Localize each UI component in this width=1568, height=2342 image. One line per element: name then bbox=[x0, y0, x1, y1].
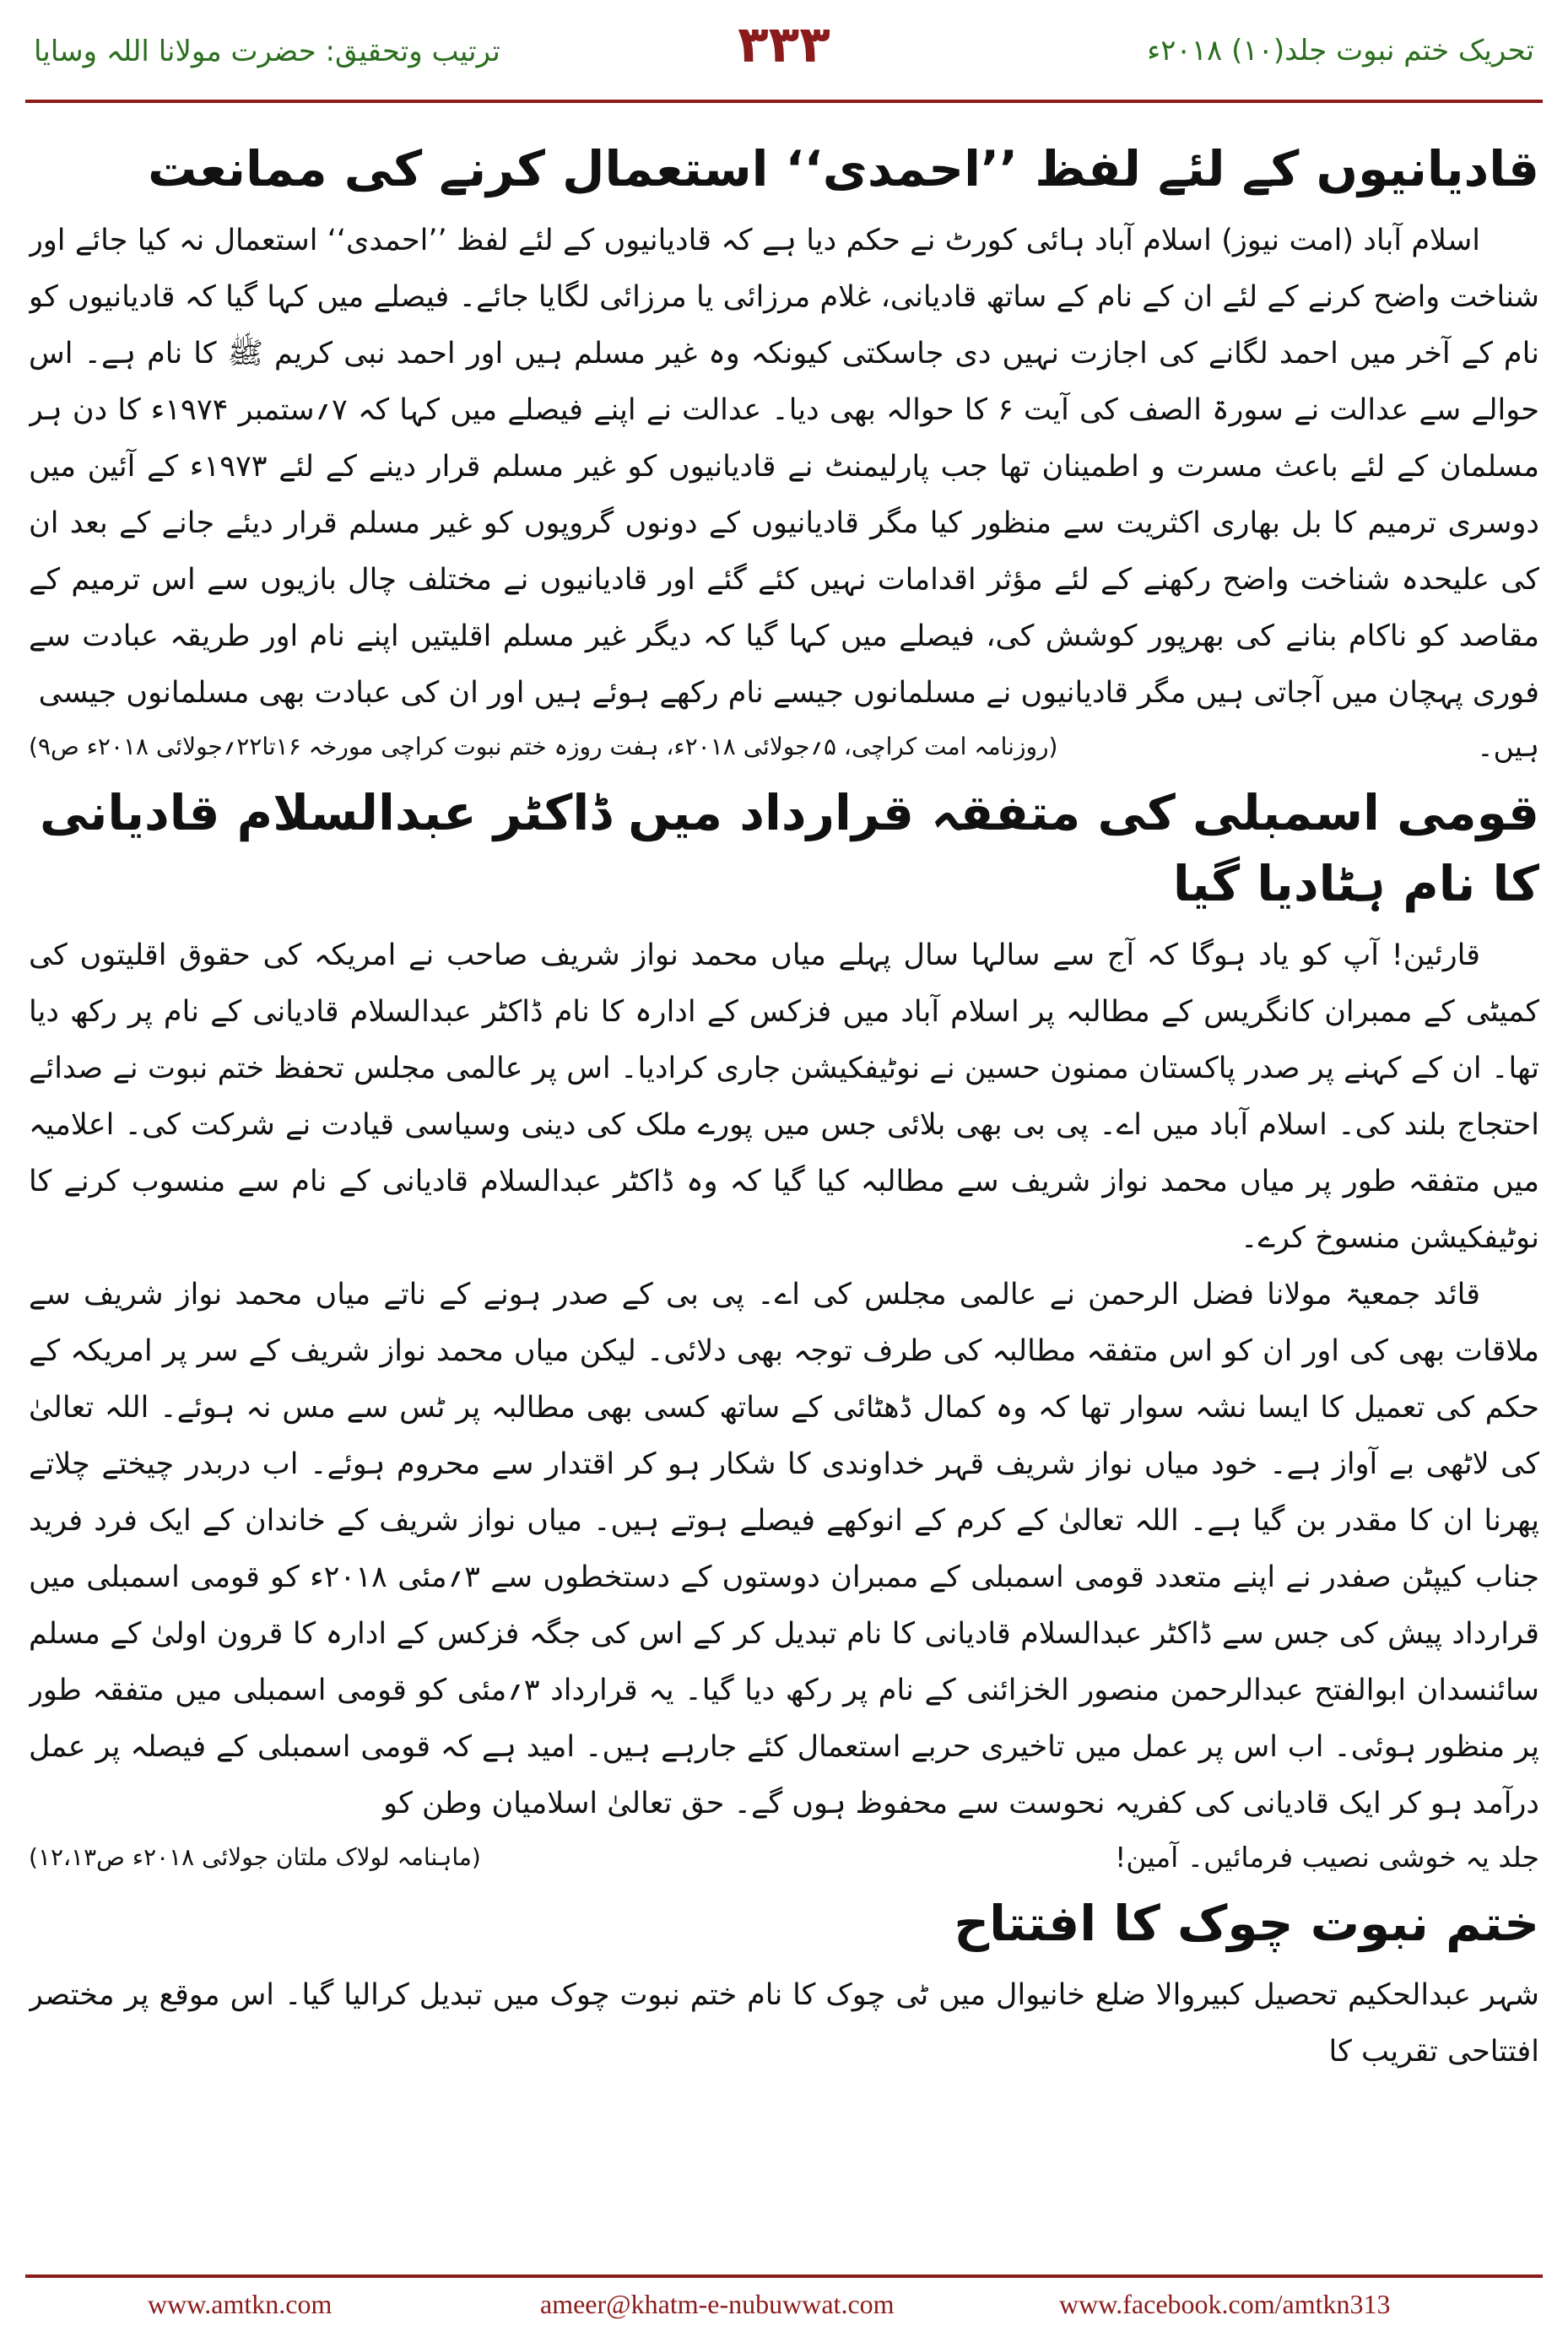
closing-text: جلد یہ خوشی نصیب فرمائیں۔ آمین! bbox=[1115, 1841, 1539, 1874]
section-ahmadi-prohibition bbox=[29, 133, 1539, 772]
website-link[interactable]: www.amtkn.com bbox=[148, 2289, 333, 2319]
page-number: ۳۳۳ bbox=[738, 15, 830, 74]
source-reference: (ماہنامہ لولاک ملتان جولائی ۲۰۱۸ء ص۱۲،۱۳) bbox=[29, 1843, 481, 1871]
section-heading: قادیانیوں کے لئے لفظ ’’احمدی‘‘ استعمال کرنے کی ممانعت bbox=[148, 140, 1539, 197]
page-header bbox=[0, 0, 1568, 110]
email-link[interactable]: ameer@khatm-e-nubuwwat.com bbox=[540, 2289, 895, 2319]
source-reference: (روزنامہ امت کراچی، ۵؍جولائی ۲۰۱۸ء، ہفت روزہ ختم نبوت کراچی مورخہ ۱۶تا۲۲؍جولائی ۲۰۱۸ء ص۹) bbox=[29, 733, 1058, 760]
footer-divider bbox=[25, 2274, 1543, 2278]
page-footer bbox=[0, 2289, 1568, 2331]
closing-line bbox=[29, 722, 1539, 772]
section-assembly-resolution bbox=[29, 777, 1539, 1883]
facebook-link[interactable]: www.facebook.com/amtkn313 bbox=[1059, 2289, 1391, 2319]
closing-text: ہیں۔ bbox=[1477, 730, 1539, 763]
section-heading: ختم نبوت چوک کا افتتاح bbox=[954, 1895, 1539, 1952]
section-paragraph: اسلام آباد (امت نیوز) اسلام آباد ہائی کورٹ نے حکم دیا ہے کہ قادیانیوں کے لئے لفظ ’’احمدی‘‘ استعمال نہ کیا جائے اور شناخت واضح کرنے کے لئے ان کے نام کے ساتھ قادیانی، غلام مرزائی یا مرزائی لگایا جائے۔ فیصلے میں کہا گیا کہ قادیانیوں کو نام کے آخر میں احمد لگانے کی اجازت نہیں دی جاسکتی کیونکہ وہ غیر مسلم ہیں اور احمد نبی کریم ﷺ کا نام ہے۔ اس حوالے سے عدالت نے سورۃ الصف کی آیت ۶ کا حوالہ بھی دیا۔ عدالت نے اپنے فیصلے میں کہا کہ ۷؍ستمبر ۱۹۷۴ء کا دن ہر مسلمان کے لئے باعث مسرت و اطمینان تھا جب پارلیمنٹ نے قادیانیوں کو غیر مسلم قرار دینے کے لئے ۱۹۷۳ء کے آئین میں دوسری ترمیم کا بل بھاری اکثریت سے منظور کیا مگر قادیانیوں کے دونوں گروپوں کو غیر مسلم قرار دیئے جانے کے بعد ان کی علیحدہ شناخت واضح رکھنے کے لئے مؤثر اقدامات نہیں کئے گئے اور قادیانیوں نے مختلف چال بازیوں سے اس ترمیم کے مقاصد کو ناکام بنانے کی بھرپور کوشش کی، فیصلے میں کہا گیا کہ دیگر غیر مسلم اقلیتیں اپنے نام اور طریقہ عبادت سے فوری پہچان میں آجاتی ہیں مگر قادیانیوں نے مسلمانوں جیسے نام رکھے ہوئے ہیں اور ان کی عبادت بھی مسلمانوں جیسی bbox=[29, 224, 1539, 710]
compiler-credit: ترتیب وتحقیق: حضرت مولانا اللہ وسایا bbox=[34, 35, 500, 68]
article-content bbox=[29, 133, 1539, 2226]
header-divider bbox=[25, 100, 1543, 103]
closing-line bbox=[29, 1832, 1539, 1883]
series-title: تحریک ختم نبوت جلد(۱۰) ۲۰۱۸ء bbox=[1147, 34, 1534, 68]
section-paragraph: قارئین! آپ کو یاد ہوگا کہ آج سے سالہا سال پہلے میاں محمد نواز شریف صاحب نے امریکہ کی حقوق اقلیتوں کی کمیٹی کے ممبران کانگریس کے مطالبہ پر اسلام آباد میں فزکس کے ادارہ کا نام ڈاکٹر عبدالسلام قادیانی کے نام پر رکھ دیا تھا۔ ان کے کہنے پر صدر پاکستان ممنون حسین نے نوٹیفکیشن جاری کرادیا۔ اس پر عالمی مجلس تحفظ ختم نبوت نے صدائے احتجاج بلند کی۔ اسلام آباد میں اے۔ پی بی بھی بلائی جس میں پورے ملک کی دینی وسیاسی قیادت نے شرکت کی۔ اعلامیہ میں متفقہ طور پر میاں محمد نواز شریف سے مطالبہ کیا گیا کہ وہ ڈاکٹر عبدالسلام قادیانی کے نام سے منسوب کرنے کا نوٹیفکیشن منسوخ کرے۔ bbox=[29, 938, 1539, 1255]
section-chowk-inauguration bbox=[29, 1888, 1539, 2080]
section-heading: قومی اسمبلی کی متفقہ قرارداد میں ڈاکٹر عبدالسلام قادیانی کا نام ہٹادیا گیا bbox=[39, 784, 1539, 912]
section-paragraph: شہر عبدالحکیم تحصیل کبیروالا ضلع خانیوال میں ٹی چوک کا نام ختم نبوت چوک میں تبدیل کرالیا گیا۔ اس موقع پر مختصر افتتاحی تقریب کا bbox=[29, 1978, 1539, 2069]
section-paragraph: قائد جمعیۃ مولانا فضل الرحمن نے عالمی مجلس کی اے۔ پی بی کے صدر ہونے کے ناتے میاں محمد نواز شریف سے ملاقات بھی کی اور ان کو اس متفقہ مطالبہ کی طرف توجہ بھی دلائی۔ لیکن میاں محمد نواز شریف کے سر پر امریکہ کے حکم کی تعمیل کا ایسا نشہ سوار تھا کہ وہ کمال ڈھٹائی کے ساتھ کسی بھی مطالبہ پر ٹس سے مس نہ ہوئے۔ اللہ تعالیٰ کی لاٹھی بے آواز ہے۔ خود میاں نواز شریف قہر خداوندی کا شکار ہو کر اقتدار سے محروم ہوئے۔ اب دربدر چیختے چلاتے پھرنا ان کا مقدر بن گیا ہے۔ اللہ تعالیٰ کے کرم کے انوکھے فیصلے ہوتے ہیں۔ میاں نواز شریف کے خاندان کے ایک فرد فرید جناب کیپٹن صفدر نے اپنے متعدد قومی اسمبلی کے ممبران دوستوں کے دستخطوں سے ۳؍مئی ۲۰۱۸ء کو قومی اسمبلی میں قرارداد پیش کی جس سے ڈاکٹر عبدالسلام قادیانی کا نام تبدیل کر کے اس کی جگہ فزکس کے ادارہ کا قرون اولیٰ کے مسلم سائنسدان ابوالفتح عبدالرحمن منصور الخزائنی کے نام پر رکھ دیا گیا۔ یہ قرارداد ۳؍مئی کو قومی اسمبلی میں متفقہ طور پر منظور ہوئی۔ اب اس پر عمل میں تاخیری حربے استعمال کئے جارہے ہیں۔ امید ہے کہ قومی اسمبلی کے فیصلہ پر عمل درآمد ہو کر ایک قادیانی کی کفریہ نحوست سے محفوظ ہوں گے۔ حق تعالیٰ اسلامیان وطن کو bbox=[29, 1278, 1539, 1820]
